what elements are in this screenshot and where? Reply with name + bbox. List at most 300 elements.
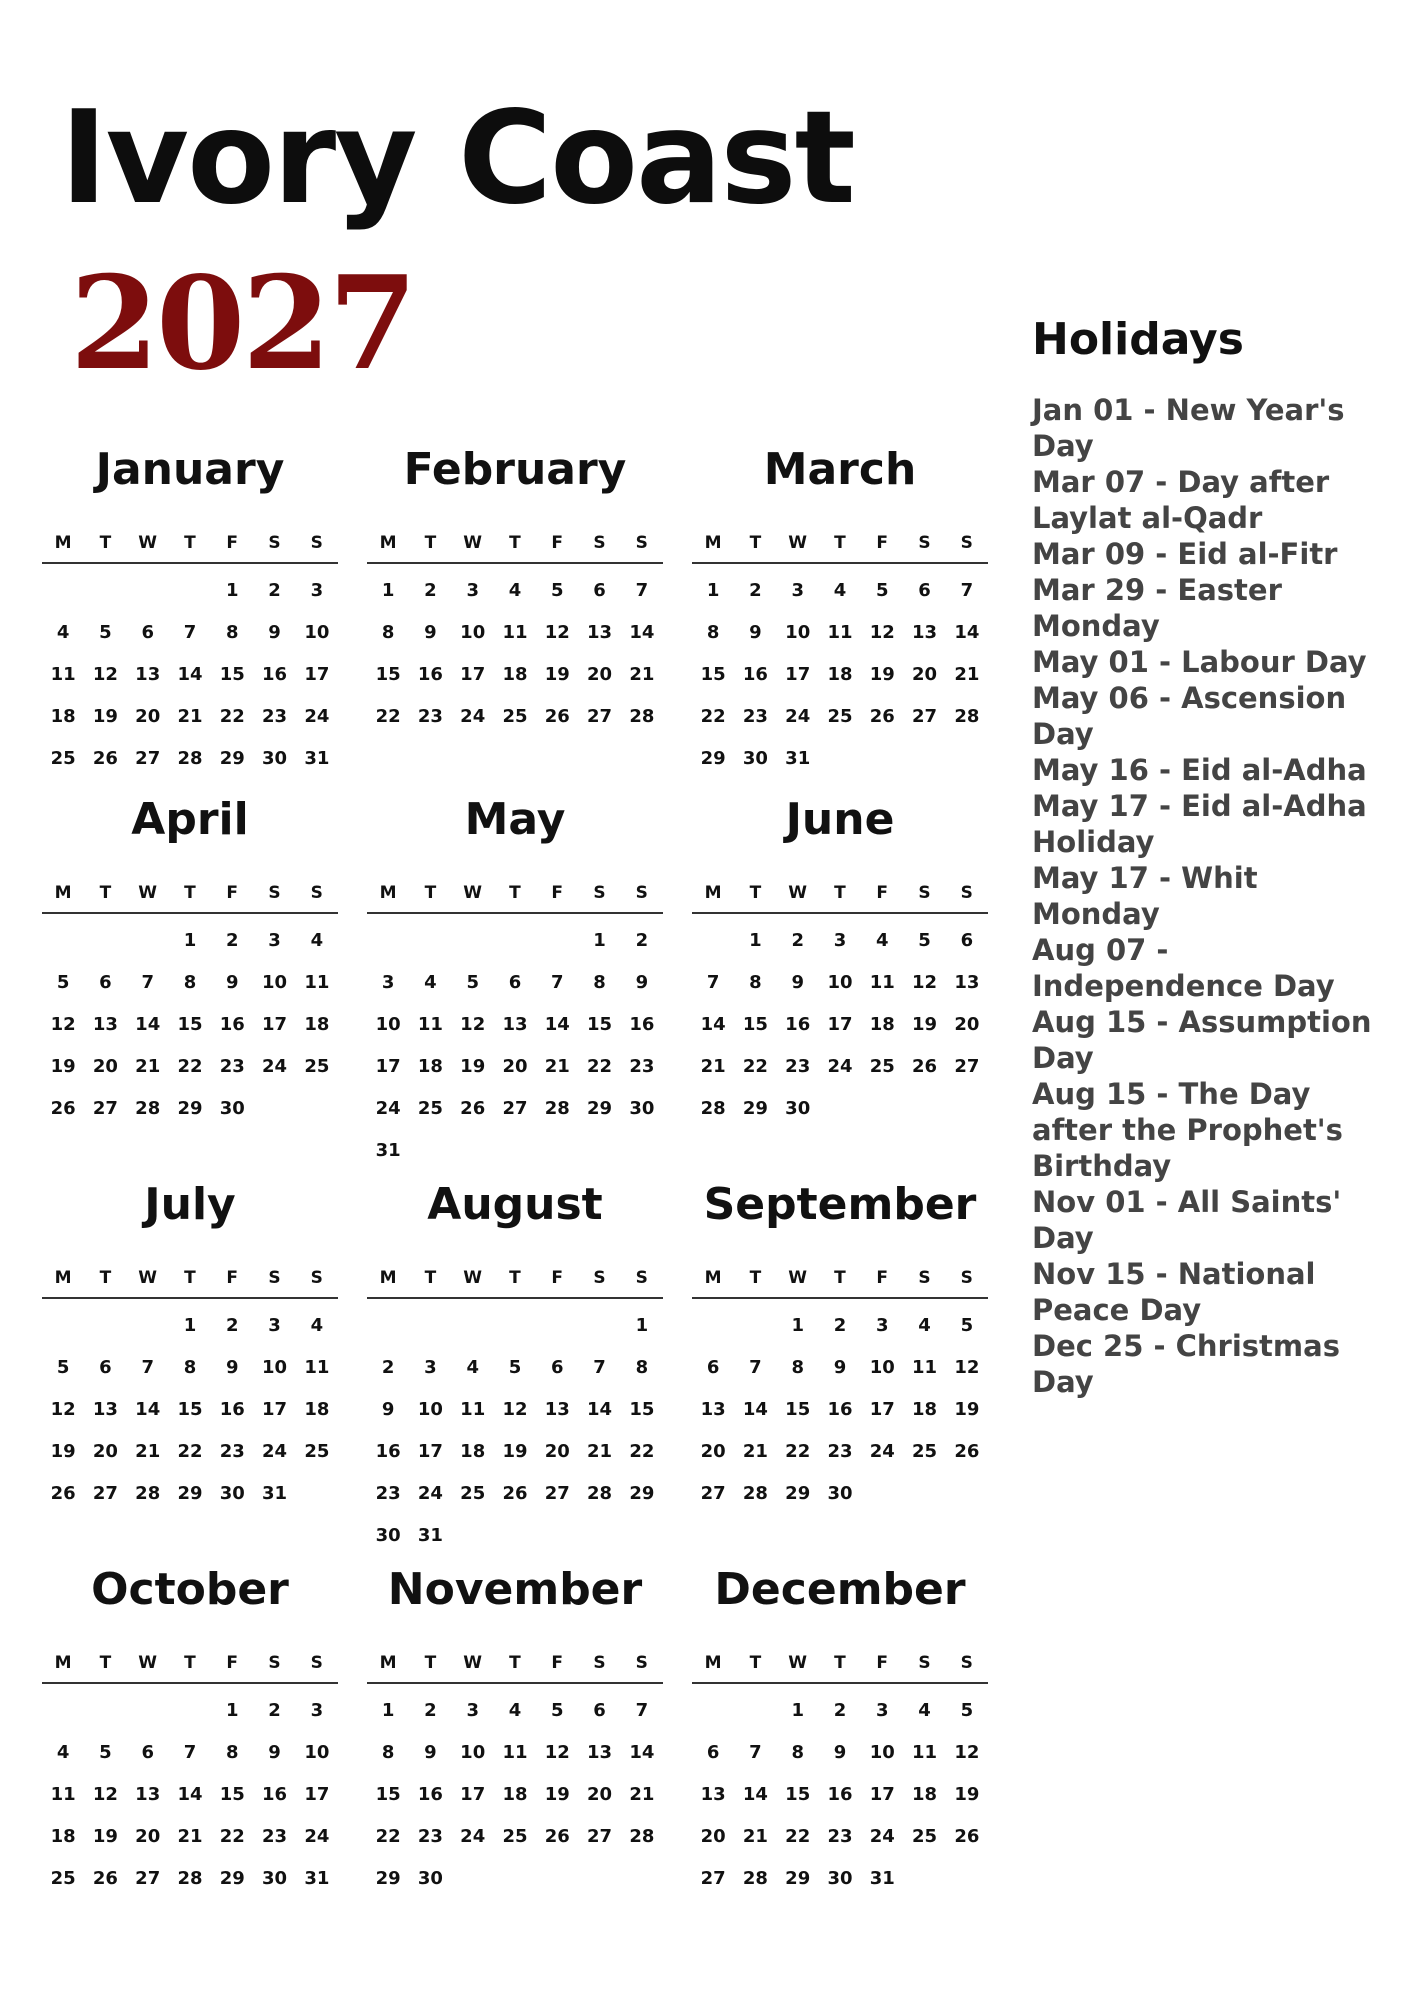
- day-cell: 8: [593, 972, 606, 993]
- day-cell: 27: [587, 706, 613, 727]
- day-cell: 6: [593, 1700, 606, 1721]
- weekday-label: S: [593, 1653, 606, 1673]
- day-cell: 7: [706, 972, 720, 993]
- weekday-label: T: [424, 533, 437, 553]
- empty-cell: [42, 570, 84, 612]
- weekday-header: [692, 1263, 988, 1299]
- day-cell: 21: [700, 1056, 726, 1077]
- month-april: [40, 790, 340, 1170]
- day-cell: 21: [587, 1441, 613, 1462]
- holiday-item: Jan 01 - New Year's Day: [1032, 393, 1345, 463]
- weekday-label: T: [184, 1268, 196, 1288]
- day-cell: 9: [749, 622, 762, 643]
- day-cell: 19: [460, 1056, 486, 1077]
- weekday-label: S: [310, 1653, 323, 1673]
- day-cell: 14: [700, 1014, 726, 1035]
- weekday-label: T: [834, 1268, 846, 1288]
- weekday-label: T: [184, 1653, 196, 1673]
- day-cell: 2: [424, 580, 437, 601]
- empty-cell: [452, 920, 494, 962]
- month-february: [365, 440, 665, 820]
- day-cell: 21: [954, 664, 980, 685]
- holiday-item: May 01 - Labour Day: [1032, 645, 1367, 679]
- weekday-label: S: [918, 533, 931, 553]
- day-cell: 31: [304, 748, 330, 769]
- day-cell: 9: [833, 1357, 847, 1378]
- weekday-label: F: [551, 883, 563, 903]
- year-title: 2027: [70, 249, 415, 399]
- holiday-item: Mar 07 - Day after Laylat al-Qadr: [1032, 465, 1330, 535]
- weekday-label: M: [704, 533, 722, 553]
- day-cell: 12: [954, 1357, 980, 1378]
- day-cell: 26: [50, 1483, 76, 1504]
- month-december: [690, 1560, 990, 1940]
- day-cell: 10: [869, 1357, 895, 1378]
- day-cell: 4: [508, 580, 522, 601]
- holiday-item: May 17 - Eid al-Adha Holiday: [1032, 789, 1367, 859]
- day-cell: 12: [92, 664, 118, 685]
- day-cell: 7: [960, 580, 974, 601]
- day-cell: 6: [706, 1742, 720, 1763]
- day-cell: 15: [629, 1399, 655, 1420]
- day-cell: 30: [219, 1098, 245, 1119]
- day-cell: 16: [417, 664, 443, 685]
- weekday-label: T: [509, 1653, 521, 1673]
- day-cell: 23: [262, 1826, 288, 1847]
- day-cell: 6: [593, 580, 606, 601]
- day-cell: 15: [375, 1784, 401, 1805]
- day-cell: 16: [219, 1399, 245, 1420]
- day-cell: 14: [742, 1399, 768, 1420]
- day-cell: 5: [466, 972, 479, 993]
- month-january: [40, 440, 340, 820]
- month-july: [40, 1175, 340, 1555]
- day-cell: 4: [508, 1700, 522, 1721]
- day-cell: 7: [141, 1357, 154, 1378]
- empty-cell: [127, 1690, 169, 1732]
- weekday-label: T: [749, 1653, 762, 1673]
- day-cell: 18: [912, 1784, 938, 1805]
- day-cell: 17: [785, 664, 811, 685]
- day-cell: 30: [827, 1483, 853, 1504]
- day-cell: 12: [954, 1742, 980, 1763]
- day-cell: 17: [304, 664, 330, 685]
- day-cell: 5: [960, 1700, 974, 1721]
- day-cell: 24: [869, 1441, 895, 1462]
- day-cell: 14: [629, 622, 655, 643]
- day-cell: 4: [56, 622, 70, 643]
- day-cell: 30: [262, 1868, 288, 1889]
- day-cell: 6: [918, 580, 931, 601]
- day-cell: 28: [587, 1483, 613, 1504]
- day-grid: [692, 920, 988, 1130]
- weekday-label: T: [834, 533, 846, 553]
- day-cell: 7: [749, 1357, 762, 1378]
- day-cell: 2: [226, 930, 239, 951]
- day-cell: 23: [629, 1056, 655, 1077]
- day-cell: 1: [226, 580, 239, 601]
- day-cell: 26: [954, 1826, 980, 1847]
- day-cell: 4: [918, 1700, 931, 1721]
- empty-cell: [578, 1305, 620, 1347]
- weekday-label: T: [509, 1268, 521, 1288]
- day-cell: 6: [706, 1357, 720, 1378]
- day-cell: 19: [912, 1014, 938, 1035]
- day-cell: 22: [375, 706, 401, 727]
- empty-cell: [127, 1305, 169, 1347]
- weekday-label: T: [99, 533, 112, 553]
- day-cell: 13: [135, 664, 161, 685]
- day-cell: 6: [141, 1742, 154, 1763]
- month-name: March: [763, 444, 917, 495]
- empty-cell: [42, 920, 84, 962]
- day-cell: 2: [226, 1315, 239, 1336]
- day-cell: 8: [226, 1742, 239, 1763]
- day-cell: 12: [50, 1014, 76, 1035]
- page-title: Ivory Coast: [60, 84, 854, 233]
- day-cell: 3: [466, 580, 479, 601]
- day-cell: 13: [544, 1399, 570, 1420]
- weekday-label: T: [99, 883, 112, 903]
- month-august: [365, 1175, 665, 1555]
- day-cell: 22: [219, 706, 245, 727]
- day-cell: 5: [99, 1742, 112, 1763]
- day-cell: 2: [381, 1357, 395, 1378]
- day-cell: 11: [502, 622, 528, 643]
- day-cell: 17: [460, 664, 486, 685]
- day-cell: 25: [912, 1826, 938, 1847]
- day-cell: 22: [587, 1056, 613, 1077]
- day-cell: 3: [876, 1700, 889, 1721]
- day-cell: 11: [460, 1399, 486, 1420]
- day-cell: 30: [262, 748, 288, 769]
- day-cell: 28: [629, 1826, 655, 1847]
- month-november: [365, 1560, 665, 1940]
- empty-cell: [494, 920, 536, 962]
- day-cell: 22: [629, 1441, 655, 1462]
- weekday-label: M: [379, 1268, 397, 1288]
- weekday-label: S: [593, 1268, 606, 1288]
- day-cell: 2: [791, 930, 804, 951]
- day-cell: 5: [876, 580, 889, 601]
- day-cell: 20: [912, 664, 938, 685]
- day-cell: 1: [706, 580, 720, 601]
- holiday-item: Aug 15 - The Day after the Prophet's Birthday: [1032, 1077, 1343, 1183]
- weekday-label: F: [551, 1268, 563, 1288]
- day-cell: 26: [50, 1098, 76, 1119]
- weekday-header: [42, 1263, 338, 1299]
- day-cell: 27: [544, 1483, 570, 1504]
- day-cell: 10: [262, 1357, 288, 1378]
- month-name: September: [703, 1179, 977, 1230]
- day-cell: 1: [226, 1700, 239, 1721]
- month-name: November: [387, 1564, 643, 1615]
- weekday-label: M: [704, 883, 722, 903]
- weekday-label: S: [635, 1268, 648, 1288]
- empty-cell: [536, 920, 578, 962]
- day-cell: 26: [544, 1826, 570, 1847]
- day-grid: [692, 570, 988, 780]
- empty-cell: [127, 570, 169, 612]
- day-cell: 28: [954, 706, 980, 727]
- day-cell: 2: [268, 1700, 281, 1721]
- day-cell: 5: [551, 1700, 564, 1721]
- day-cell: 13: [502, 1014, 528, 1035]
- weekday-label: S: [960, 533, 973, 553]
- day-cell: 11: [912, 1742, 938, 1763]
- day-cell: 24: [417, 1483, 443, 1504]
- day-cell: 7: [141, 972, 154, 993]
- day-cell: 30: [785, 1098, 811, 1119]
- day-cell: 25: [304, 1056, 330, 1077]
- empty-cell: [692, 920, 734, 962]
- empty-cell: [42, 1690, 84, 1732]
- day-cell: 3: [381, 972, 395, 993]
- month-name: February: [403, 444, 627, 495]
- day-cell: 15: [219, 664, 245, 685]
- day-cell: 20: [135, 1826, 161, 1847]
- day-cell: 20: [954, 1014, 980, 1035]
- weekday-label: M: [379, 1653, 397, 1673]
- day-cell: 12: [912, 972, 938, 993]
- day-cell: 11: [304, 972, 330, 993]
- day-cell: 28: [742, 1868, 768, 1889]
- day-cell: 20: [92, 1441, 118, 1462]
- day-cell: 30: [219, 1483, 245, 1504]
- day-cell: 17: [304, 1784, 330, 1805]
- weekday-label: T: [509, 533, 521, 553]
- day-cell: 25: [502, 706, 528, 727]
- day-cell: 23: [417, 1826, 443, 1847]
- day-cell: 10: [460, 1742, 486, 1763]
- day-cell: 15: [587, 1014, 613, 1035]
- day-cell: 20: [502, 1056, 528, 1077]
- day-cell: 11: [50, 1784, 76, 1805]
- day-cell: 6: [99, 972, 112, 993]
- empty-cell: [42, 1305, 84, 1347]
- day-cell: 11: [869, 972, 895, 993]
- day-cell: 7: [593, 1357, 606, 1378]
- weekday-label: M: [54, 883, 72, 903]
- day-cell: 27: [912, 706, 938, 727]
- weekday-label: W: [463, 883, 483, 903]
- day-cell: 1: [593, 930, 606, 951]
- day-cell: 18: [912, 1399, 938, 1420]
- day-cell: 2: [424, 1700, 437, 1721]
- day-cell: 12: [869, 622, 895, 643]
- day-cell: 10: [460, 622, 486, 643]
- day-cell: 24: [375, 1098, 401, 1119]
- weekday-label: W: [138, 1268, 158, 1288]
- day-cell: 29: [785, 1483, 811, 1504]
- day-cell: 7: [635, 580, 649, 601]
- day-cell: 19: [92, 706, 118, 727]
- day-cell: 9: [268, 622, 281, 643]
- day-cell: 10: [304, 1742, 330, 1763]
- month-name: January: [95, 444, 285, 495]
- weekday-label: F: [551, 533, 563, 553]
- day-cell: 6: [99, 1357, 112, 1378]
- day-cell: 7: [635, 1700, 649, 1721]
- weekday-label: W: [463, 533, 483, 553]
- day-cell: 25: [502, 1826, 528, 1847]
- day-cell: 14: [954, 622, 980, 643]
- day-cell: 23: [219, 1441, 245, 1462]
- day-grid: [42, 1690, 338, 1900]
- holidays-title: Holidays: [1032, 314, 1244, 365]
- day-cell: 2: [635, 930, 649, 951]
- empty-cell: [734, 1690, 776, 1732]
- day-cell: 14: [629, 1742, 655, 1763]
- day-cell: 18: [502, 664, 528, 685]
- day-cell: 9: [635, 972, 649, 993]
- day-cell: 28: [742, 1483, 768, 1504]
- empty-cell: [452, 1305, 494, 1347]
- day-cell: 30: [827, 1868, 853, 1889]
- weekday-label: W: [788, 1653, 808, 1673]
- day-cell: 29: [785, 1868, 811, 1889]
- day-cell: 1: [791, 1315, 804, 1336]
- day-cell: 14: [135, 1399, 161, 1420]
- day-cell: 15: [785, 1399, 811, 1420]
- weekday-label: T: [834, 883, 846, 903]
- month-june: [690, 790, 990, 1170]
- day-cell: 17: [827, 1014, 853, 1035]
- day-cell: 4: [466, 1357, 479, 1378]
- empty-cell: [494, 1305, 536, 1347]
- weekday-header: [367, 528, 663, 564]
- month-march: [690, 440, 990, 820]
- day-cell: 13: [135, 1784, 161, 1805]
- day-cell: 20: [544, 1441, 570, 1462]
- month-name: August: [427, 1179, 603, 1230]
- weekday-label: S: [635, 1653, 648, 1673]
- day-cell: 29: [177, 1483, 203, 1504]
- day-cell: 15: [700, 664, 726, 685]
- weekday-label: F: [226, 1268, 238, 1288]
- weekday-header: [692, 878, 988, 914]
- day-cell: 3: [466, 1700, 479, 1721]
- holiday-item: May 06 - Ascension Day: [1032, 681, 1347, 751]
- day-cell: 19: [954, 1399, 980, 1420]
- day-cell: 10: [262, 972, 288, 993]
- empty-cell: [409, 920, 451, 962]
- holiday-item: May 16 - Eid al-Adha: [1032, 753, 1367, 787]
- day-cell: 12: [92, 1784, 118, 1805]
- holiday-item: Nov 01 - All Saints' Day: [1032, 1185, 1342, 1255]
- day-cell: 21: [177, 706, 203, 727]
- day-cell: 29: [219, 748, 245, 769]
- day-cell: 8: [381, 622, 395, 643]
- day-grid: [367, 570, 663, 738]
- empty-cell: [169, 570, 211, 612]
- day-cell: 1: [183, 1315, 197, 1336]
- day-cell: 13: [954, 972, 980, 993]
- weekday-label: S: [960, 1268, 973, 1288]
- day-cell: 14: [135, 1014, 161, 1035]
- weekday-label: S: [960, 1653, 973, 1673]
- day-grid: [692, 1305, 988, 1515]
- day-cell: 29: [587, 1098, 613, 1119]
- day-cell: 3: [876, 1315, 889, 1336]
- day-cell: 20: [700, 1441, 726, 1462]
- day-cell: 16: [262, 664, 288, 685]
- day-cell: 13: [700, 1399, 726, 1420]
- day-cell: 9: [424, 1742, 437, 1763]
- day-cell: 26: [954, 1441, 980, 1462]
- day-cell: 23: [262, 706, 288, 727]
- day-grid: [692, 1690, 988, 1900]
- empty-cell: [536, 1305, 578, 1347]
- day-cell: 16: [219, 1014, 245, 1035]
- day-cell: 25: [50, 1868, 76, 1889]
- day-cell: 17: [460, 1784, 486, 1805]
- weekday-label: T: [749, 533, 762, 553]
- month-name: October: [91, 1564, 289, 1615]
- day-cell: 5: [551, 580, 564, 601]
- holiday-item: Mar 09 - Eid al-Fitr: [1032, 537, 1338, 571]
- day-cell: 1: [381, 1700, 395, 1721]
- day-cell: 3: [791, 580, 804, 601]
- day-cell: 14: [587, 1399, 613, 1420]
- day-cell: 3: [310, 1700, 324, 1721]
- day-cell: 19: [544, 1784, 570, 1805]
- day-cell: 20: [700, 1826, 726, 1847]
- weekday-label: T: [184, 533, 196, 553]
- day-cell: 21: [544, 1056, 570, 1077]
- day-cell: 27: [502, 1098, 528, 1119]
- weekday-label: W: [138, 883, 158, 903]
- holiday-item: Aug 07 - Independence Day: [1032, 933, 1335, 1003]
- day-cell: 17: [417, 1441, 443, 1462]
- day-cell: 4: [876, 930, 889, 951]
- day-cell: 30: [417, 1868, 443, 1889]
- day-cell: 8: [706, 622, 720, 643]
- day-cell: 20: [587, 1784, 613, 1805]
- holiday-list: [1032, 392, 1392, 1400]
- weekday-label: S: [918, 1653, 931, 1673]
- day-cell: 2: [833, 1700, 847, 1721]
- day-cell: 31: [785, 748, 811, 769]
- day-cell: 13: [912, 622, 938, 643]
- day-cell: 27: [135, 748, 161, 769]
- day-cell: 18: [50, 706, 76, 727]
- day-cell: 23: [219, 1056, 245, 1077]
- day-cell: 19: [502, 1441, 528, 1462]
- day-cell: 16: [417, 1784, 443, 1805]
- weekday-label: F: [226, 533, 238, 553]
- weekday-label: S: [593, 883, 606, 903]
- day-cell: 18: [869, 1014, 895, 1035]
- day-cell: 18: [417, 1056, 443, 1077]
- months-grid: [40, 440, 1000, 1940]
- month-september: [690, 1175, 990, 1555]
- weekday-header: [692, 1648, 988, 1684]
- day-cell: 11: [912, 1357, 938, 1378]
- day-cell: 3: [833, 930, 847, 951]
- weekday-label: T: [184, 883, 196, 903]
- day-cell: 5: [56, 1357, 70, 1378]
- weekday-header: [42, 878, 338, 914]
- month-name: May: [464, 794, 566, 845]
- empty-cell: [84, 1690, 126, 1732]
- day-grid: [42, 570, 338, 780]
- day-cell: 24: [785, 706, 811, 727]
- day-cell: 23: [827, 1826, 853, 1847]
- day-cell: 17: [375, 1056, 401, 1077]
- weekday-header: [367, 1648, 663, 1684]
- day-grid: [367, 920, 663, 1172]
